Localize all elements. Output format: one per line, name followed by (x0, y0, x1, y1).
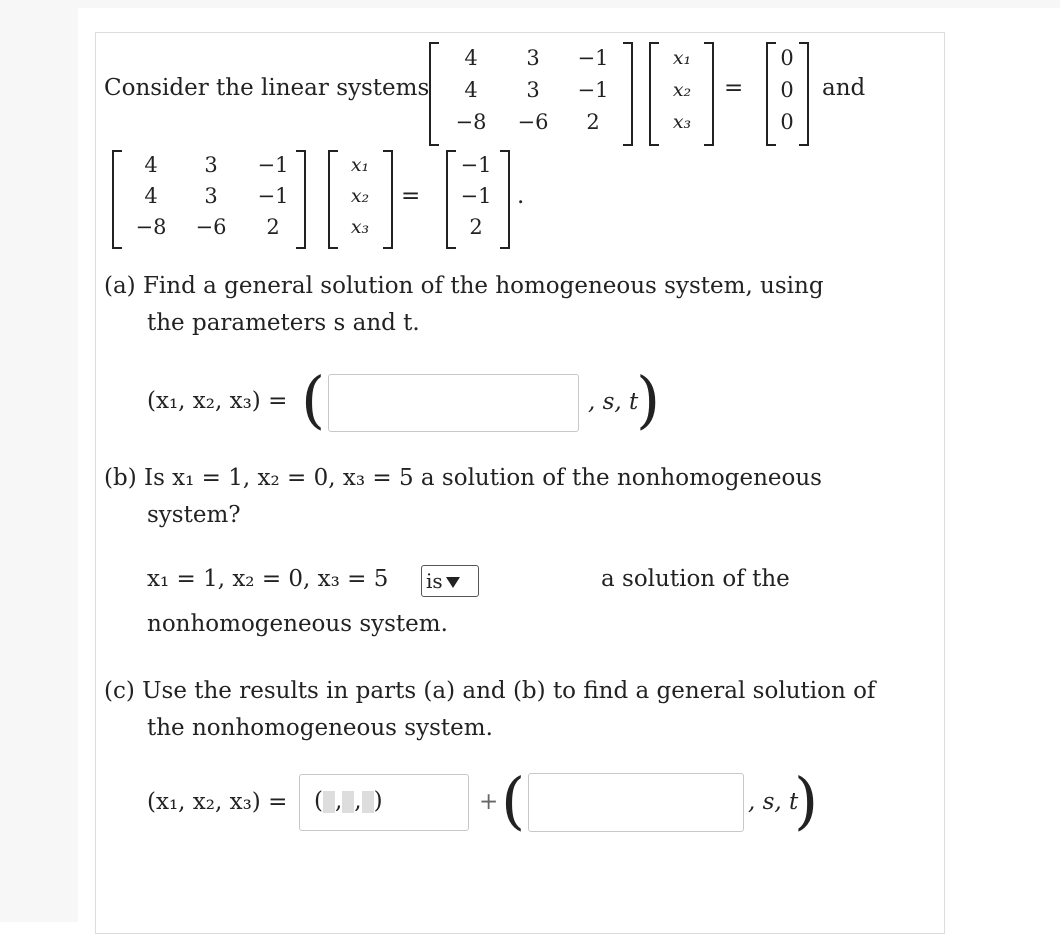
part-c-params: , s, t (748, 789, 799, 815)
rhs1-cell: 0 (780, 46, 794, 70)
vars2-left-bracket (328, 150, 338, 249)
equals-sign: = (401, 183, 421, 209)
period: . (517, 183, 525, 209)
rhs1-cell: 0 (780, 78, 794, 102)
matrix2-right-bracket (296, 150, 306, 249)
rhs1-right-bracket (799, 42, 809, 146)
vars2-right-bracket (383, 150, 393, 249)
vars1-right-bracket (704, 42, 714, 146)
matrix2-cell: 4 (144, 184, 158, 208)
part-a-params: , s, t (588, 389, 639, 415)
part-a-lhs: (x₁, x₂, x₃) = (147, 388, 288, 414)
part-b-question: (b) Is x₁ = 1, x₂ = 0, x₃ = 5 a solution of the nonhomogeneous (104, 465, 822, 491)
var-label: x₁ (350, 154, 370, 176)
part-c-lhs: (x₁, x₂, x₃) = (147, 789, 288, 815)
matrix1-cell: 4 (464, 46, 478, 70)
left-margin (0, 0, 78, 922)
matrix2-cell: 3 (204, 153, 218, 177)
part-c-particular-tuple[interactable] (299, 774, 469, 831)
matrix1-cell: −8 (455, 110, 487, 134)
intro-text: Consider the linear systems (104, 75, 430, 101)
tuple-open-paren: ( (314, 788, 323, 814)
matrix2-cell: −1 (257, 184, 289, 208)
var-label: x₂ (350, 185, 370, 207)
dropdown-arrow-icon (446, 577, 460, 588)
rhs2-left-bracket (446, 150, 456, 249)
tuple-slot-1[interactable] (323, 791, 335, 813)
matrix1-cell: −6 (517, 110, 549, 134)
var-label: x₃ (672, 111, 692, 133)
matrix1-cell: −1 (577, 78, 609, 102)
matrix1-cell: 4 (464, 78, 478, 102)
rhs2-cell: −1 (460, 153, 492, 177)
part-a-question-line2: the parameters s and t. (147, 310, 420, 336)
part-b-is-select[interactable] (421, 565, 479, 597)
part-c-answer-input[interactable] (528, 773, 744, 832)
matrix1-cell: 3 (526, 78, 540, 102)
matrix2-cell: −6 (195, 215, 227, 239)
rhs2-cell: −1 (460, 184, 492, 208)
tuple-slot-2[interactable] (342, 791, 354, 813)
matrix2-cell: 4 (144, 153, 158, 177)
part-a-open-paren: ( (301, 363, 326, 436)
matrix2-left-bracket (112, 150, 122, 249)
part-a-answer-input[interactable] (328, 374, 579, 432)
vars1-left-bracket (649, 42, 659, 146)
matrix1-left-bracket (429, 42, 439, 146)
part-c-open-paren: ( (501, 764, 526, 837)
part-c-question: (c) Use the results in parts (a) and (b) to find a general solution of (104, 678, 876, 704)
part-a-question: (a) Find a general solution of the homogeneous system, using (104, 273, 824, 299)
tuple-slot-3[interactable] (362, 791, 374, 813)
var-label: x₂ (672, 79, 692, 101)
part-a-close-paren: ) (636, 363, 661, 436)
matrix1-cell: 3 (526, 46, 540, 70)
matrix1-cell: 2 (586, 110, 600, 134)
part-b-line2: nonhomogeneous system. (147, 611, 448, 637)
equals-sign: = (724, 75, 744, 101)
plus-sign: + (479, 789, 499, 815)
question-card (95, 32, 945, 934)
var-label: x₁ (672, 47, 692, 69)
matrix2-cell: 2 (266, 215, 280, 239)
part-c-close-paren: ) (794, 764, 819, 837)
matrix2-cell: −8 (135, 215, 167, 239)
part-c-question-line2: the nonhomogeneous system. (147, 715, 493, 741)
tuple-comma: , (334, 788, 343, 814)
rhs2-right-bracket (500, 150, 510, 249)
matrix1-cell: −1 (577, 46, 609, 70)
select-value: is (426, 569, 443, 593)
part-b-after: a solution of the (601, 566, 790, 592)
tuple-comma: , (354, 788, 362, 814)
matrix2-cell: −1 (257, 153, 289, 177)
part-b-question-line2: system? (147, 502, 241, 528)
part-b-statement: x₁ = 1, x₂ = 0, x₃ = 5 (147, 566, 389, 592)
matrix1-right-bracket (623, 42, 633, 146)
top-strip (78, 0, 1060, 8)
var-label: x₃ (350, 216, 370, 238)
tuple-close-paren: ) (373, 788, 383, 814)
rhs2-cell: 2 (469, 215, 483, 239)
matrix2-cell: 3 (204, 184, 218, 208)
and-text: and (822, 75, 866, 101)
rhs1-cell: 0 (780, 110, 794, 134)
